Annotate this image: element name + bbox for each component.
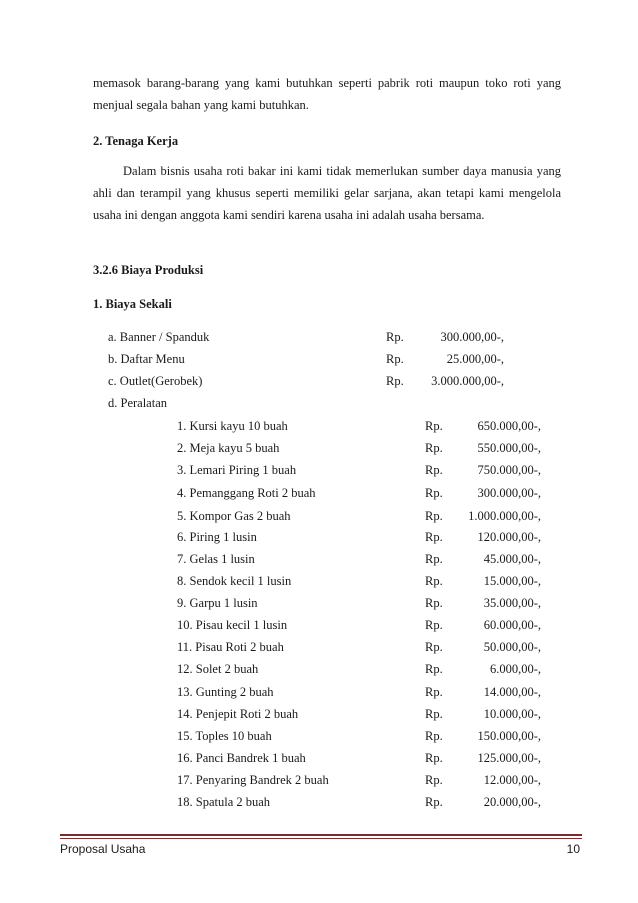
- equipment-row: [0, 618, 638, 638]
- currency-label: Rp.: [425, 707, 443, 721]
- equipment-label: 9. Garpu 1 lusin: [177, 596, 258, 610]
- equipment-row: [0, 751, 638, 771]
- equipment-label: 3. Lemari Piring 1 buah: [177, 463, 297, 477]
- equipment-row: [0, 574, 638, 594]
- currency-label: Rp.: [425, 486, 443, 500]
- equipment-label: 12. Solet 2 buah: [177, 662, 259, 676]
- tenaga-kerja-line-3: usaha ini dengan anggota kami sendiri karena usaha ini adalah usaha bersama.: [93, 208, 485, 222]
- currency-label: Rp.: [425, 509, 443, 523]
- equipment-amount: 300.000,00-,: [477, 486, 541, 500]
- cost-item-row: [0, 374, 638, 394]
- page-number: 10: [566, 842, 580, 856]
- currency-label: Rp.: [425, 640, 443, 654]
- equipment-label: 18. Spatula 2 buah: [177, 795, 271, 809]
- equipment-label: 13. Gunting 2 buah: [177, 685, 274, 699]
- currency-label: Rp.: [386, 374, 404, 388]
- equipment-amount: 15.000,00-,: [483, 574, 541, 588]
- currency-label: Rp.: [425, 419, 443, 433]
- currency-label: Rp.: [425, 773, 443, 787]
- currency-label: Rp.: [425, 596, 443, 610]
- equipment-label: 11. Pisau Roti 2 buah: [177, 640, 284, 654]
- cost-item-row: [0, 352, 638, 372]
- equipment-label: 10. Pisau kecil 1 lusin: [177, 618, 288, 632]
- equipment-row: [0, 530, 638, 550]
- equipment-amount: 20.000,00-,: [483, 795, 541, 809]
- currency-label: Rp.: [425, 574, 443, 588]
- equipment-amount: 120.000,00-,: [477, 530, 541, 544]
- currency-label: Rp.: [425, 729, 443, 743]
- equipment-label: 5. Kompor Gas 2 buah: [177, 509, 291, 523]
- equipment-row: [0, 552, 638, 572]
- currency-label: Rp.: [425, 441, 443, 455]
- equipment-row: [0, 509, 638, 529]
- tenaga-kerja-paragraph: [93, 160, 561, 226]
- equipment-amount: 150.000,00-,: [477, 729, 541, 743]
- equipment-row: [0, 441, 638, 461]
- cost-item-label: c. Outlet(Gerobek): [108, 374, 203, 388]
- subheading-biaya-sekali: 1. Biaya Sekali: [93, 297, 172, 311]
- section-heading-tenaga-kerja: 2. Tenaga Kerja: [93, 134, 179, 148]
- equipment-row: [0, 795, 638, 815]
- currency-label: Rp.: [425, 463, 443, 477]
- equipment-row: [0, 596, 638, 616]
- currency-label: Rp.: [425, 795, 443, 809]
- equipment-row: [0, 486, 638, 506]
- equipment-label: 8. Sendok kecil 1 lusin: [177, 574, 292, 588]
- equipment-label: 16. Panci Bandrek 1 buah: [177, 751, 306, 765]
- equipment-amount: 550.000,00-,: [477, 441, 541, 455]
- currency-label: Rp.: [425, 662, 443, 676]
- equipment-label: 2. Meja kayu 5 buah: [177, 441, 280, 455]
- equipment-amount: 6.000,00-,: [489, 662, 541, 676]
- equipment-row: [0, 463, 638, 483]
- peralatan-label: d. Peralatan: [108, 396, 168, 410]
- currency-label: Rp.: [425, 530, 443, 544]
- equipment-row: [0, 773, 638, 793]
- equipment-label: 17. Penyaring Bandrek 2 buah: [177, 773, 329, 787]
- equipment-row: [0, 419, 638, 439]
- equipment-amount: 50.000,00-,: [483, 640, 541, 654]
- cost-item-amount: 300.000,00-,: [440, 330, 504, 344]
- equipment-label: 4. Pemanggang Roti 2 buah: [177, 486, 316, 500]
- equipment-amount: 14.000,00-,: [483, 685, 541, 699]
- equipment-amount: 12.000,00-,: [483, 773, 541, 787]
- equipment-amount: 650.000,00-,: [477, 419, 541, 433]
- tenaga-kerja-line-2: ahli dan terampil yang khusus seperti memiliki gelar sarjana, akan tetapi kami mengelola: [93, 186, 561, 200]
- equipment-label: 7. Gelas 1 lusin: [177, 552, 255, 566]
- intro-line-2: menjual segala bahan yang kami butuhkan.: [93, 98, 309, 112]
- currency-label: Rp.: [425, 751, 443, 765]
- equipment-row: [0, 707, 638, 727]
- intro-line-1: memasok barang-barang yang kami butuhkan seperti pabrik roti maupun toko roti yang: [93, 76, 561, 90]
- equipment-amount: 125.000,00-,: [477, 751, 541, 765]
- equipment-row: [0, 640, 638, 660]
- equipment-row: [0, 662, 638, 682]
- equipment-label: 15. Toples 10 buah: [177, 729, 272, 743]
- cost-item-label: b. Daftar Menu: [108, 352, 185, 366]
- section-heading-biaya-produksi: 3.2.6 Biaya Produksi: [93, 263, 204, 277]
- equipment-label: 14. Penjepit Roti 2 buah: [177, 707, 299, 721]
- equipment-amount: 1.000.000,00-,: [468, 509, 541, 523]
- cost-item-amount: 25.000,00-,: [446, 352, 504, 366]
- cost-item-amount: 3.000.000,00-,: [431, 374, 504, 388]
- footer-rule: [60, 834, 582, 836]
- cost-item-row: [0, 330, 638, 350]
- currency-label: Rp.: [425, 552, 443, 566]
- equipment-row: [0, 729, 638, 749]
- currency-label: Rp.: [386, 352, 404, 366]
- tenaga-kerja-line-1: Dalam bisnis usaha roti bakar ini kami tidak memerlukan sumber daya manusia yang: [123, 164, 561, 178]
- equipment-amount: 60.000,00-,: [483, 618, 541, 632]
- equipment-amount: 35.000,00-,: [483, 596, 541, 610]
- currency-label: Rp.: [386, 330, 404, 344]
- intro-paragraph: [93, 72, 561, 116]
- cost-item-label: a. Banner / Spanduk: [108, 330, 210, 344]
- footer-title: Proposal Usaha: [60, 842, 146, 856]
- equipment-label: 1. Kursi kayu 10 buah: [177, 419, 288, 433]
- equipment-amount: 45.000,00-,: [483, 552, 541, 566]
- currency-label: Rp.: [425, 618, 443, 632]
- footer-rule-thin: [60, 838, 582, 839]
- equipment-amount: 10.000,00-,: [483, 707, 541, 721]
- equipment-row: [0, 685, 638, 705]
- equipment-amount: 750.000,00-,: [477, 463, 541, 477]
- equipment-label: 6. Piring 1 lusin: [177, 530, 257, 544]
- currency-label: Rp.: [425, 685, 443, 699]
